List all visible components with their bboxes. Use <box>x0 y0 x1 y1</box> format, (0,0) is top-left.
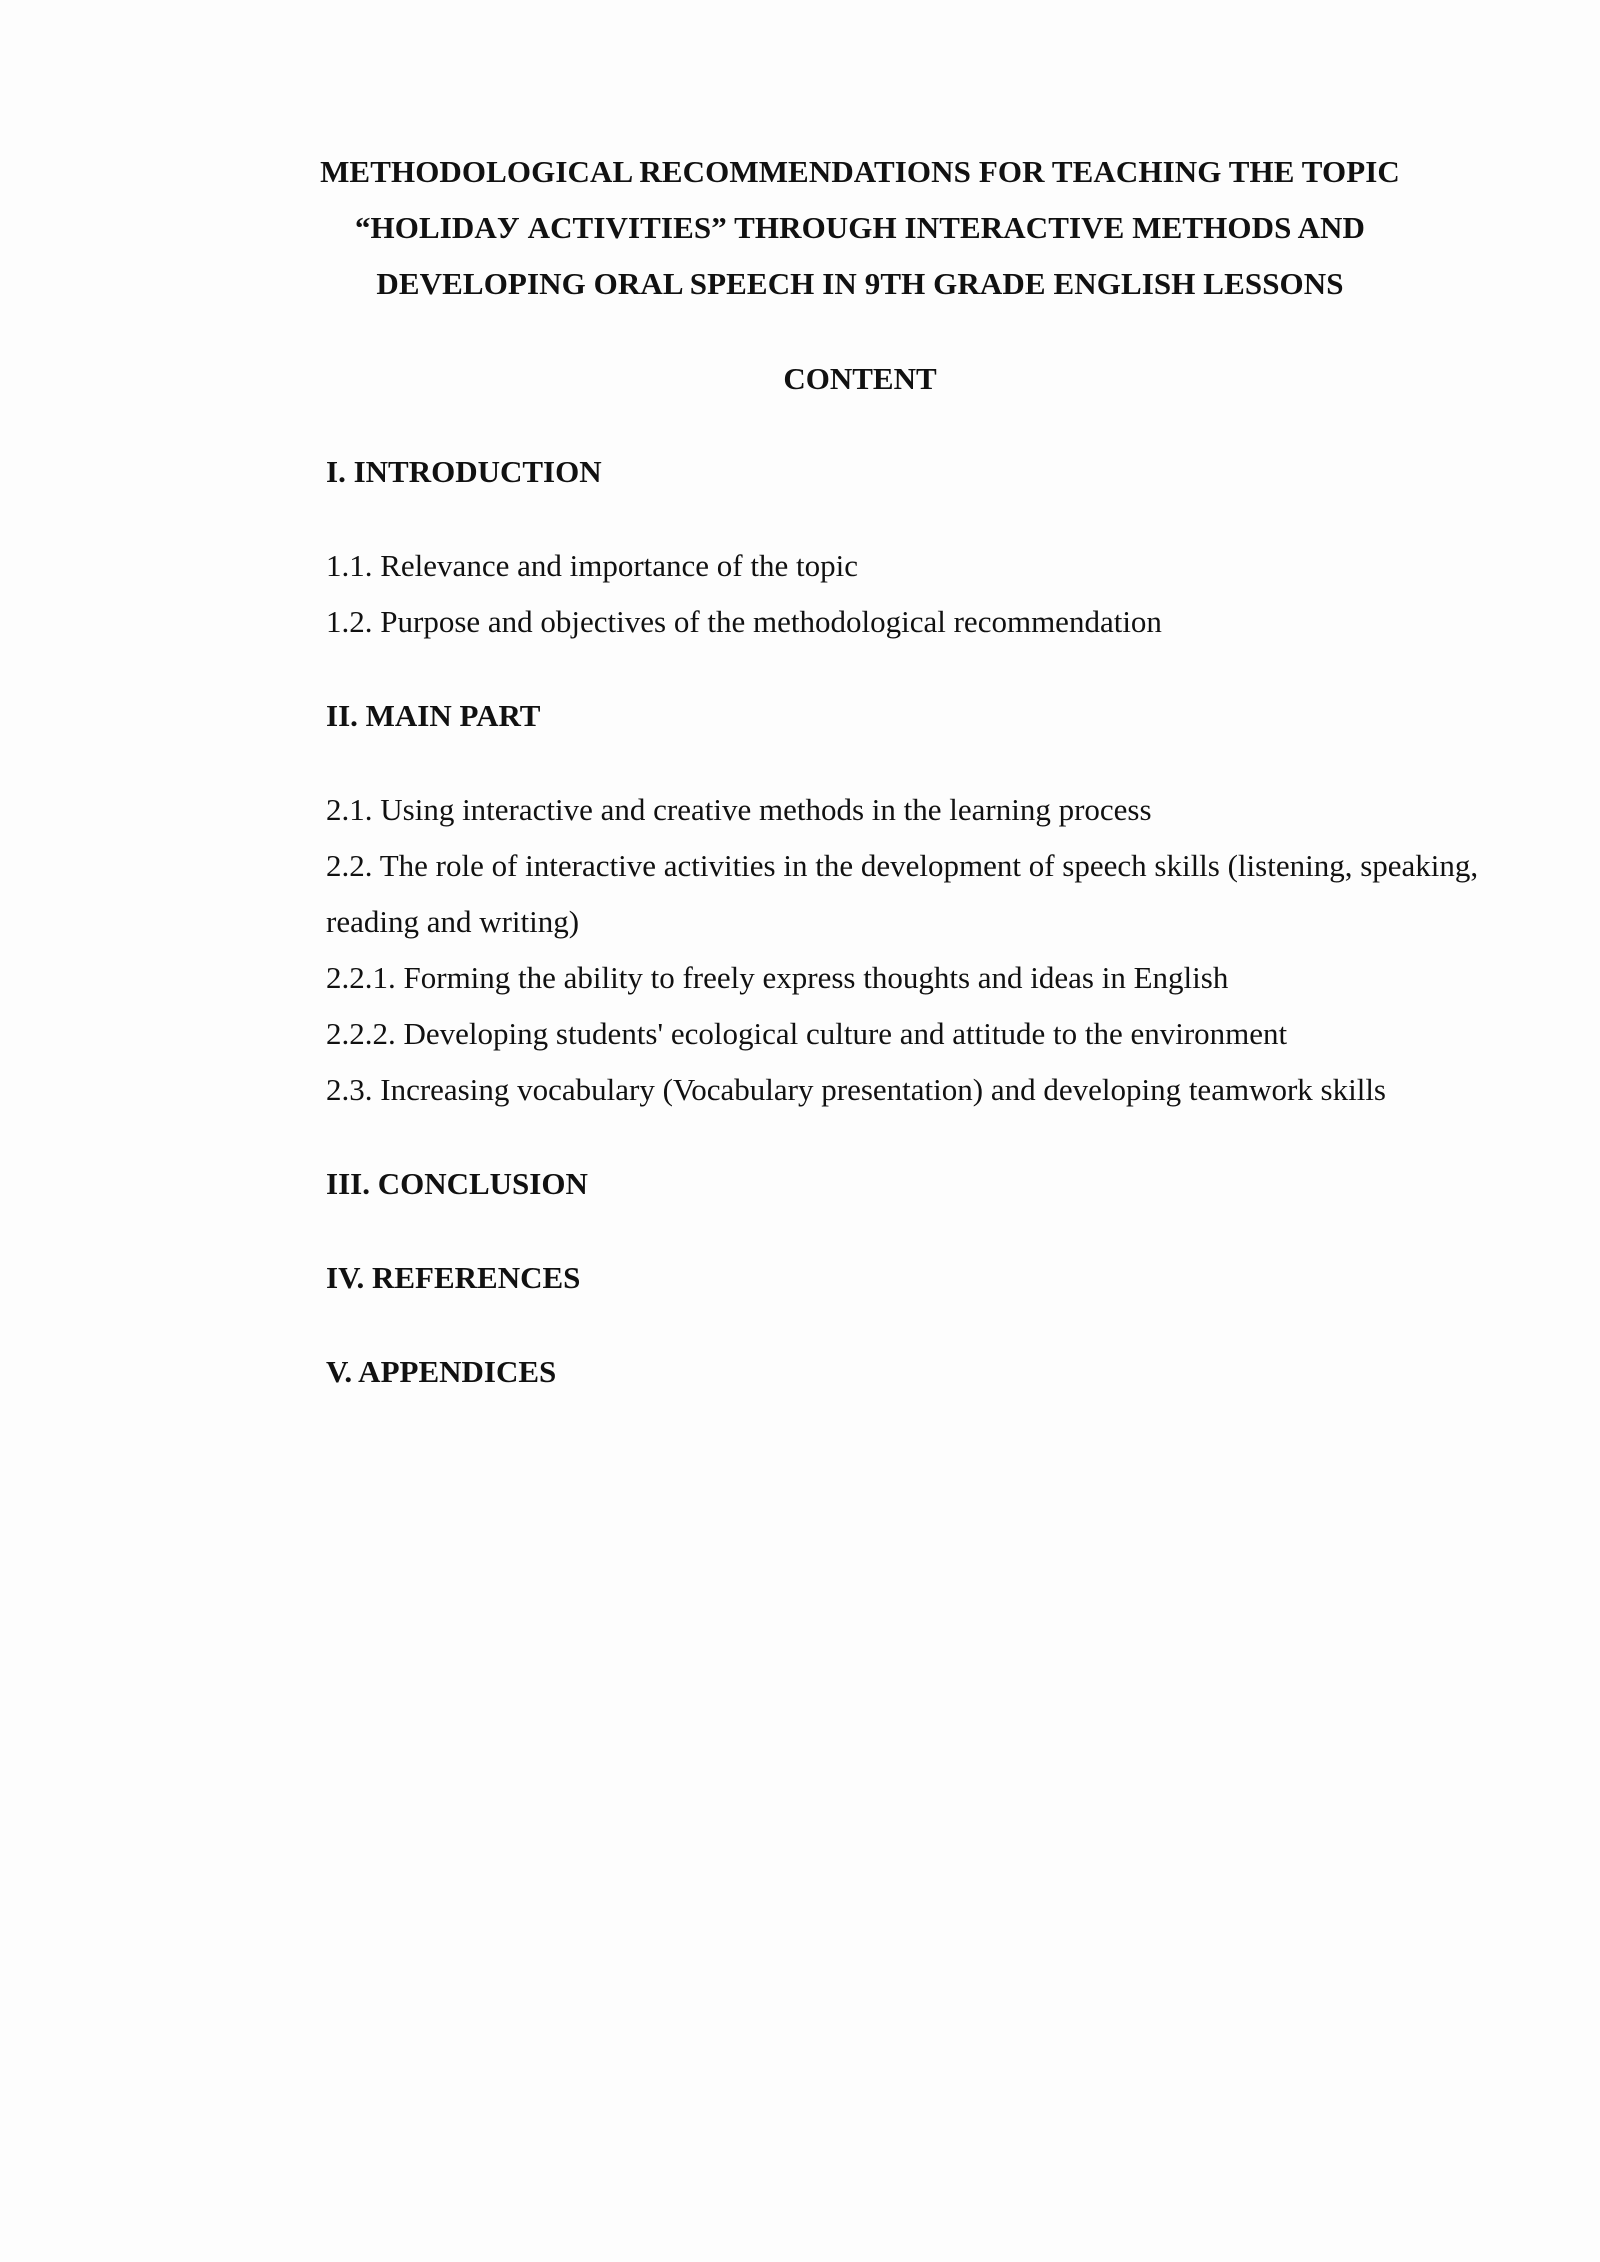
title-line: “HOLIDAУ ACTIVITIES” THROUGH INTERACTIVE METHODS AND <box>354 210 1366 245</box>
toc-item: 1.1. Relevance and importance of the topic <box>326 548 858 583</box>
title-line: METHODOLOGICAL RECOMMENDATIONS FOR TEACHING THE TOPIC <box>320 154 1400 189</box>
toc-section-main-part: II. MAIN PART <box>326 698 541 733</box>
document-title <box>240 144 1480 312</box>
toc-item: 2.1. Using interactive and creative methods in the learning process <box>326 792 1152 827</box>
toc-section-introduction: I. INTRODUCTION <box>326 454 602 489</box>
toc-item: 1.2. Purpose and objectives of the methodological recommendation <box>326 604 1162 639</box>
toc-section-conclusion: III. CONCLUSION <box>326 1166 588 1201</box>
toc-item: 2.3. Increasing vocabulary (Vocabulary presentation) and developing teamwork skills <box>326 1072 1386 1107</box>
title-line: DEVELOPING ORAL SPEECH IN 9TH GRADE ENGLISH LESSONS <box>376 266 1344 301</box>
table-of-contents <box>326 444 1506 1400</box>
toc-item: 2.2.2. Developing students' ecological culture and attitude to the environment <box>326 1016 1288 1051</box>
toc-section-references: IV. REFERENCES <box>326 1260 581 1295</box>
content-heading: CONTENT <box>783 361 937 396</box>
toc-item: 2.2. The role of interactive activities in the development of speech skills (listening, speaking, reading and writing) <box>326 848 1479 939</box>
toc-section-appendices: V. APPENDICES <box>326 1354 557 1389</box>
toc-item: 2.2.1. Forming the ability to freely express thoughts and ideas in English <box>326 960 1229 995</box>
